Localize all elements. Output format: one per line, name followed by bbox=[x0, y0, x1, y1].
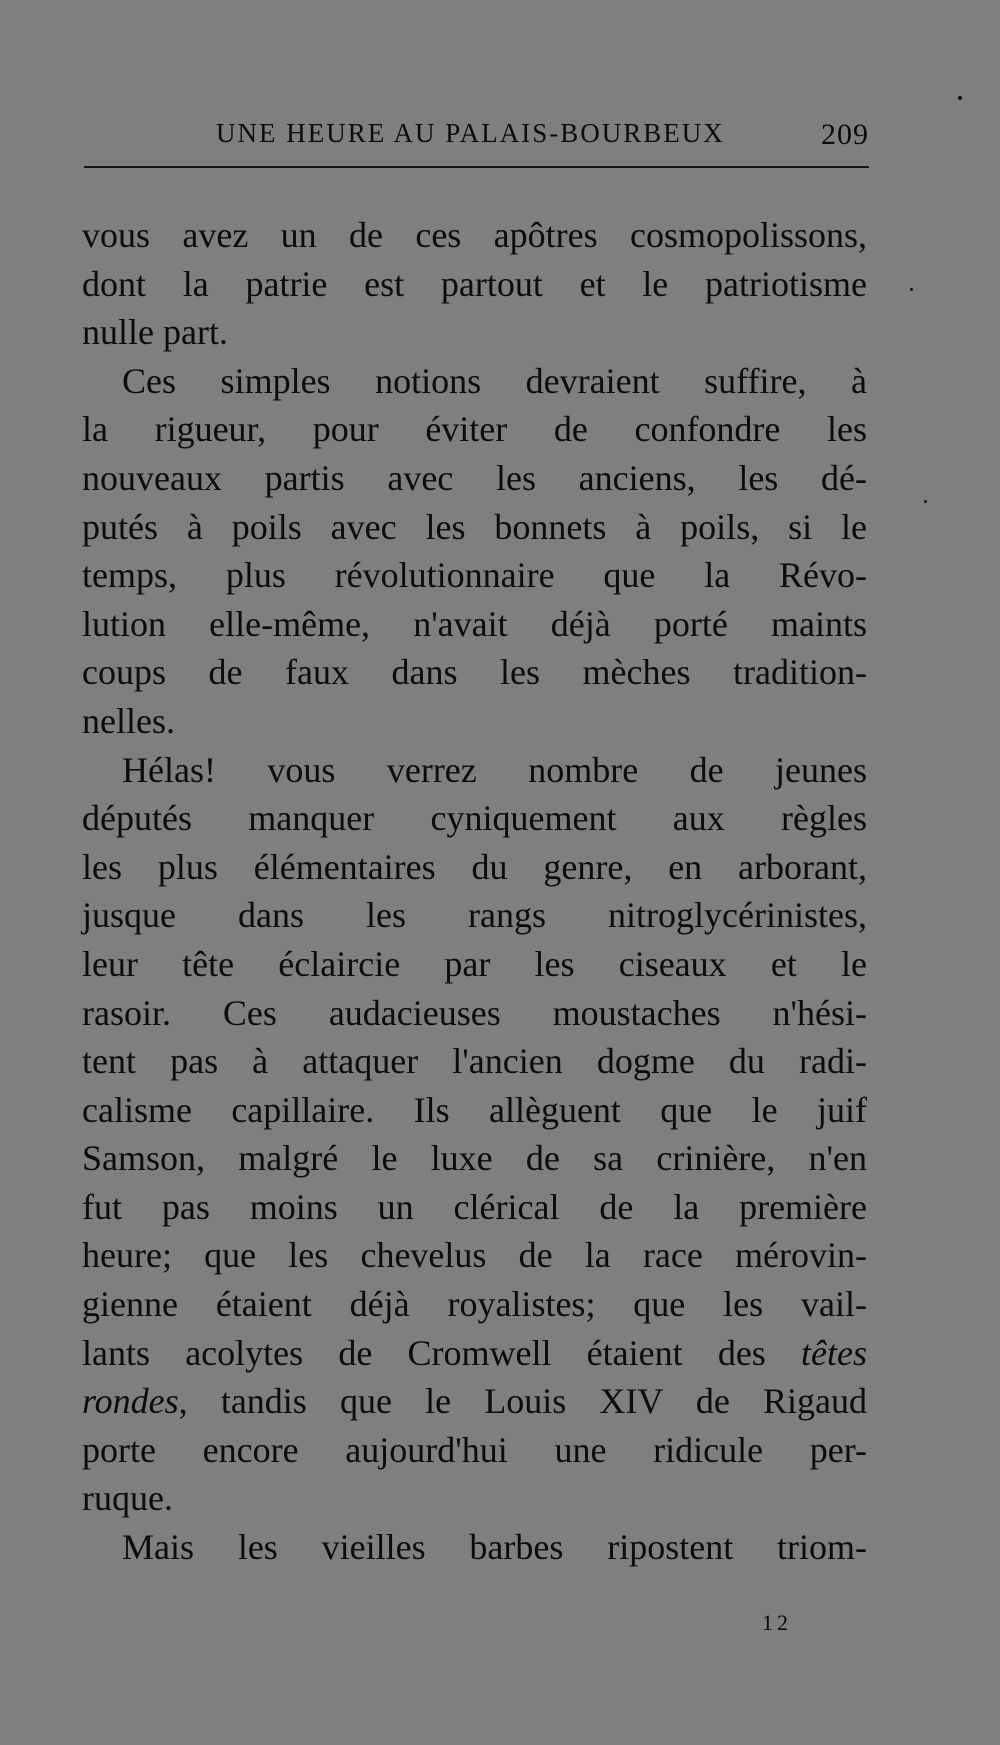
text-line: nulle part. bbox=[82, 312, 228, 353]
text-line: leur tête éclaircie par les ciseaux et le bbox=[82, 943, 867, 984]
text-line: députés manquer cyniquement aux règles bbox=[82, 798, 867, 839]
text-line: nelles. bbox=[82, 700, 175, 741]
text-line: dont la patrie est partout et le patriotisme bbox=[82, 263, 867, 304]
line-text: lants acolytes de Cromwell étaient des bbox=[82, 1332, 802, 1373]
text-line: fut pas moins un clérical de la première bbox=[82, 1186, 867, 1227]
header-rule bbox=[84, 166, 869, 168]
text-line: calisme capillaire. Ils allèguent que le juif bbox=[82, 1089, 867, 1130]
body-text bbox=[82, 211, 867, 1572]
signature-mark: 12 bbox=[762, 1610, 792, 1635]
text-line: ruque. bbox=[82, 1478, 173, 1519]
speck bbox=[924, 500, 927, 503]
running-title: UNE HEURE AU PALAIS-BOURBEUX bbox=[216, 118, 725, 148]
line-text: , tandis que le Louis XIV de Rigaud bbox=[178, 1381, 867, 1422]
italic-word: têtes bbox=[801, 1332, 867, 1373]
italic-word: rondes bbox=[82, 1381, 179, 1422]
text-line: Hélas! vous verrez nombre de jeunes bbox=[122, 749, 867, 790]
text-line-with-italic bbox=[82, 1377, 867, 1426]
text-line: Samson, malgré le luxe de sa crinière, n'en bbox=[82, 1138, 867, 1179]
text-line: la rigueur, pour éviter de confondre les bbox=[82, 409, 867, 450]
text-line: tent pas à attaquer l'ancien dogme du radi- bbox=[82, 1041, 867, 1082]
page-number: 209 bbox=[821, 118, 869, 151]
text-line: heure; que les chevelus de la race mérovin- bbox=[82, 1235, 867, 1276]
text-line: temps, plus révolutionnaire que la Révo- bbox=[82, 555, 867, 596]
running-head bbox=[84, 118, 869, 158]
text-line: coups de faux dans les mèches tradition- bbox=[82, 652, 867, 693]
speck bbox=[910, 288, 913, 291]
text-line: les plus élémentaires du genre, en arborant, bbox=[82, 846, 867, 887]
text-line: porte encore aujourd'hui une ridicule per- bbox=[82, 1429, 867, 1470]
text-line: gienne étaient déjà royalistes; que les vail- bbox=[82, 1284, 867, 1325]
text-line: nouveaux partis avec les anciens, les dé- bbox=[82, 457, 867, 498]
text-line: jusque dans les rangs nitroglycérinistes, bbox=[82, 895, 867, 936]
text-line: Ces simples notions devraient suffire, à bbox=[122, 360, 867, 401]
text-line: vous avez un de ces apôtres cosmopolissons, bbox=[82, 215, 867, 255]
text-line: rasoir. Ces audacieuses moustaches n'hési- bbox=[82, 992, 867, 1033]
speck bbox=[958, 96, 962, 100]
text-line-with-italic bbox=[82, 1329, 867, 1378]
text-line: lution elle-même, n'avait déjà porté maints bbox=[82, 603, 867, 644]
text-line: Mais les vieilles barbes ripostent triom- bbox=[122, 1527, 867, 1568]
text-line: putés à poils avec les bonnets à poils, si le bbox=[82, 506, 867, 547]
